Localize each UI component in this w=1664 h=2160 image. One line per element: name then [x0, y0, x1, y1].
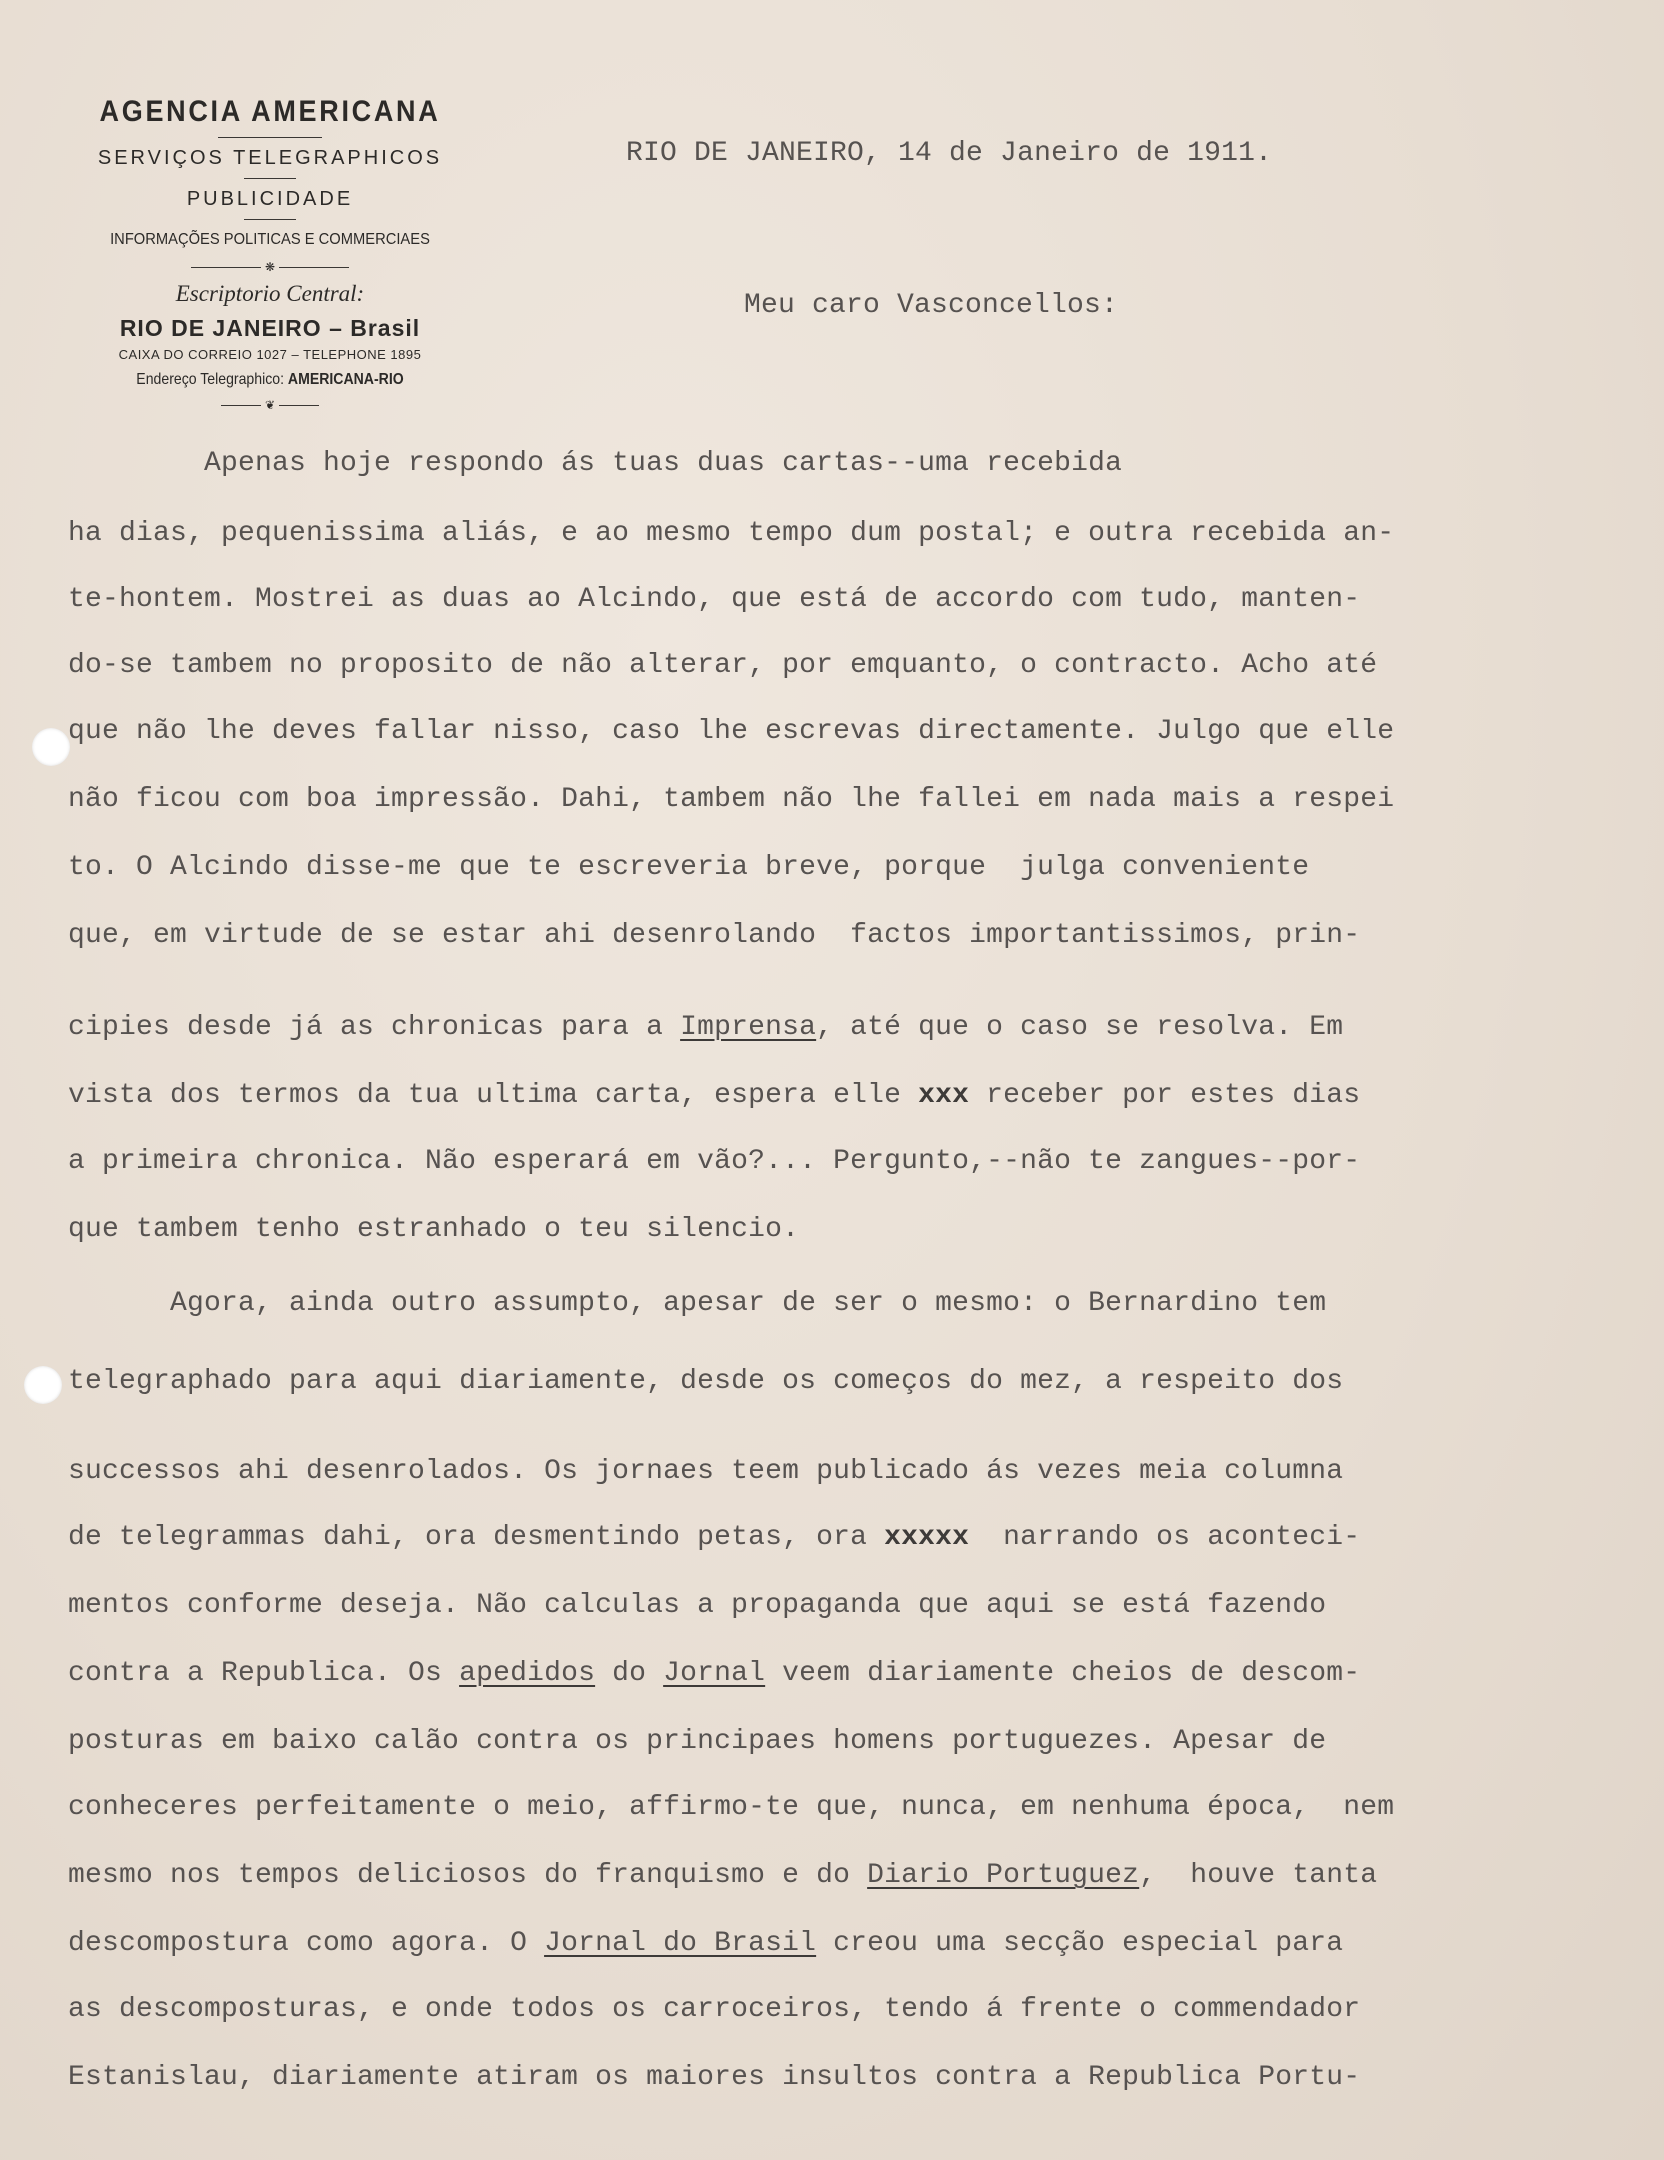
ornament-icon: ❋ [264, 259, 276, 274]
office-label: Escriptorio Central: [175, 281, 365, 306]
text-segment: que, em virtude de se estar ahi desenrolando factos importantissimos, prin- [68, 920, 1361, 951]
typed-overstrike: xxxxx [884, 1522, 970, 1553]
underlined-title: apedidos [459, 1658, 596, 1689]
text-segment: do-se tambem no proposito de não alterar, por emquanto, o contracto. Acho até [68, 650, 1378, 681]
punch-hole [24, 1366, 62, 1404]
telegraphic-address [85, 365, 455, 395]
typed-overstrike: xxx [918, 1080, 970, 1111]
text-segment: , houve tanta [1139, 1860, 1378, 1891]
text-segment: telegraphado para aqui diariamente, desde os começos do mez, a respeito dos [68, 1366, 1344, 1397]
services-line: SERVIÇOS TELEGRAPHICOS [97, 147, 443, 169]
text-segment: Estanislau, diariamente atiram os maiores insultos contra a Republica Portu- [68, 2062, 1361, 2093]
text-segment: não ficou com boa impressão. Dahi, tambem não lhe fallei em nada mais a respei [68, 784, 1395, 815]
text-segment: do [595, 1658, 664, 1689]
text-segment: Apenas hoje respondo ás tuas duas cartas--uma recebida [68, 448, 1123, 479]
body-line [68, 1658, 1360, 1689]
text-segment: narrando os aconteci- [969, 1522, 1361, 1553]
text-segment: mentos conforme deseja. Não calculas a propaganda que aqui se está fazendo [68, 1590, 1327, 1621]
text-segment: as descomposturas, e onde todos os carroceiros, tendo á frente o commendador [68, 1994, 1361, 2025]
body-line [68, 1214, 799, 1245]
text-segment: de telegrammas dahi, ora desmentindo petas, ora [68, 1522, 885, 1553]
text-segment: Agora, ainda outro assumpto, apesar de ser o mesmo: o Bernardino tem [68, 1288, 1327, 1319]
body-line [68, 584, 1360, 615]
body-line [68, 1726, 1326, 1757]
letter-date: RIO DE JANEIRO, 14 de Janeiro de 1911. [626, 138, 1273, 169]
text-segment: , até que o caso se resolva. Em [816, 1012, 1344, 1043]
information-line: INFORMAÇÕES POLITICAS E COMMERCIAES [110, 231, 430, 248]
underlined-title: Jornal do Brasil [544, 1928, 817, 1959]
text-segment: cipies desde já as chronicas para a [68, 1012, 681, 1043]
body-line [68, 448, 1122, 479]
body-line [68, 1994, 1360, 2025]
text-segment: successos ahi desenrolados. Os jornaes teem publicado ás vezes meia columna [68, 1456, 1344, 1487]
telegraphic-label: Endereço Telegraphico: [136, 371, 284, 388]
fleuron-icon: ❦ [264, 397, 276, 412]
body-line [68, 2062, 1360, 2093]
text-segment: contra a Republica. Os [68, 1658, 460, 1689]
text-segment: veem diariamente cheios de descom- [765, 1658, 1361, 1689]
publicity-line: PUBLICIDADE [186, 188, 354, 210]
body-line [68, 650, 1377, 681]
text-segment: conheceres perfeitamente o meio, affirmo-te que, nunca, em nenhuma época, nem [68, 1792, 1395, 1823]
body-line [68, 1080, 1360, 1111]
postbox-telephone: CAIXA DO CORREIO 1027 – TELEPHONE 1895 [118, 347, 422, 362]
body-line [68, 1288, 1326, 1319]
punch-hole [32, 728, 70, 766]
text-segment: creou uma secção especial para [816, 1928, 1344, 1959]
text-segment: te-hontem. Mostrei as duas ao Alcindo, que está de accordo com tudo, manten- [68, 584, 1361, 615]
text-segment: mesmo nos tempos deliciosos do franquismo e do [68, 1860, 868, 1891]
salutation: Meu caro Vasconcellos: [744, 290, 1119, 321]
body-line [68, 716, 1394, 747]
text-segment: a primeira chronica. Não esperará em vão?... Pergunto,--não te zangues--por- [68, 1146, 1361, 1177]
body-line [68, 920, 1360, 951]
text-segment: ha dias, pequenissima aliás, e ao mesmo tempo dum postal; e outra recebida an- [68, 518, 1395, 549]
body-line [68, 1456, 1343, 1487]
underlined-title: Jornal [663, 1658, 766, 1689]
underlined-title: Imprensa [680, 1012, 817, 1043]
telegraphic-value: AMERICANA-RIO [287, 371, 404, 388]
body-line [68, 1522, 1360, 1553]
text-segment: posturas em baixo calão contra os principaes homens portuguezes. Apesar de [68, 1726, 1327, 1757]
body-line [68, 1590, 1326, 1621]
divider [244, 178, 296, 179]
divider [218, 137, 322, 138]
body-line [68, 1928, 1343, 1959]
agency-name: AGENCIA AMERICANA [99, 95, 441, 128]
divider [244, 219, 296, 220]
ornament-divider [60, 257, 480, 277]
body-line [68, 1792, 1394, 1823]
body-line [68, 1366, 1343, 1397]
body-line [68, 518, 1394, 549]
body-line [68, 1012, 1343, 1043]
letterhead [60, 90, 480, 415]
underlined-title: Diario Portuguez [867, 1860, 1140, 1891]
bottom-ornament [60, 395, 480, 415]
text-segment: vista dos termos da tua ultima carta, espera elle [68, 1080, 919, 1111]
text-segment: descompostura como agora. O [68, 1928, 545, 1959]
text-segment: receber por estes dias [969, 1080, 1361, 1111]
body-line [68, 784, 1394, 815]
text-segment: to. O Alcindo disse-me que te escreveria breve, porque julga conveniente [68, 852, 1310, 883]
body-line [68, 1146, 1360, 1177]
body-line [68, 1860, 1377, 1891]
office-city: RIO DE JANEIRO – Brasil [119, 315, 421, 341]
text-segment: que tambem tenho estranhado o teu silencio. [68, 1214, 800, 1245]
text-segment: que não lhe deves fallar nisso, caso lhe escrevas directamente. Julgo que elle [68, 716, 1395, 747]
body-line [68, 852, 1309, 883]
